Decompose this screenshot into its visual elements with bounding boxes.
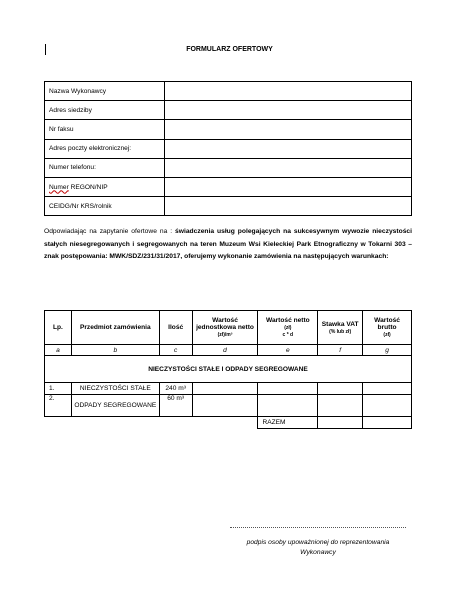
header-net-value-unit: (zł) — [284, 325, 292, 331]
signature-caption — [230, 538, 406, 558]
regon-label-rest: REGON/NIP — [68, 183, 108, 191]
contractor-field-value[interactable] — [165, 197, 412, 216]
contractor-field-label: Adres poczty elektronicznej: — [45, 139, 165, 158]
contractor-field-value[interactable] — [165, 158, 412, 177]
row-item: NIECZYSTOŚCI STAŁE — [71, 383, 159, 395]
row-unit-value[interactable] — [192, 395, 258, 417]
column-letter: a — [45, 345, 72, 356]
header-unit-value — [192, 311, 258, 345]
signature-line-2: Wykonawcy — [300, 549, 336, 556]
row-unit-value[interactable] — [192, 383, 258, 395]
header-qty: Ilość — [159, 311, 192, 345]
intro-plain-text: Odpowiadając na zapytanie ofertowe na : — [44, 228, 176, 235]
document-title: FORMULARZ OFERTOWY — [186, 46, 273, 53]
contractor-field-label: Nr faksu — [45, 120, 165, 139]
column-letter: f — [318, 345, 363, 356]
header-net-value-label: Wartość netto — [265, 317, 310, 324]
section-title: NIECZYSTOŚCI STAŁE I ODPADY SEGREGOWANE — [45, 356, 412, 383]
contractor-row — [45, 101, 412, 120]
total-vat-cell[interactable] — [318, 417, 363, 429]
header-unit-value-label: Wartość jednostkowa netto — [196, 317, 254, 331]
signature-line-1: podpis osoby upoważnionej do reprezentowania — [246, 539, 390, 546]
column-letter-row — [45, 345, 412, 356]
contractor-row — [45, 120, 412, 139]
header-unit-value-sub: (zł)/m³ — [217, 332, 233, 338]
contractor-field-value[interactable] — [165, 101, 412, 120]
contractor-field-label: CEIDG/Nr KRS/rolnik — [45, 197, 165, 216]
column-letter: b — [71, 345, 159, 356]
contractor-field-label: Nazwa Wykonawcy — [45, 82, 165, 101]
intro-bold-text: świadczenia usług polegających na sukcesywnym wywozie nieczystości stałych niesegregowanych i segregowanych na teren Muzeum Wsi Kieleckiej Park Etnograficzny w Tokarni 303 – znak postępowania: MWK/SDZ/231/31/2017, oferujemy wykonanie zamówienia na następujących warunkach: — [44, 228, 412, 260]
header-lp: Lp. — [45, 311, 72, 345]
row-qty: 60 m³ — [159, 395, 192, 417]
total-label: RAZEM — [258, 417, 318, 429]
header-vat-label: Stawka VAT — [321, 320, 359, 328]
price-table-header — [45, 311, 412, 345]
row-net-value[interactable] — [258, 395, 318, 417]
contractor-row — [45, 82, 412, 101]
row-lp: 2. — [45, 395, 72, 417]
contractor-field-value[interactable] — [165, 139, 412, 158]
header-vat-sub: (% lub zł) — [329, 328, 352, 335]
contractor-row — [45, 139, 412, 158]
column-letter: g — [363, 345, 412, 356]
row-item: ODPADY SEGREGOWANE — [71, 395, 159, 417]
header-gross-sub: (zł) — [383, 332, 391, 338]
header-item: Przedmiot zamówienia — [71, 311, 159, 345]
row-gross[interactable] — [363, 383, 412, 395]
contractor-row — [45, 158, 412, 177]
contractor-info-table — [44, 81, 412, 216]
total-gross-cell[interactable] — [363, 417, 412, 429]
header-vat — [318, 311, 363, 345]
contractor-field-value[interactable] — [165, 120, 412, 139]
contractor-field-value[interactable] — [165, 177, 412, 196]
row-lp: 1. — [45, 383, 72, 395]
contractor-field-label: Adres siedziby — [45, 101, 165, 120]
header-gross-label: Wartość brutto — [374, 317, 400, 331]
contractor-field-label — [45, 177, 165, 196]
row-net-value[interactable] — [258, 383, 318, 395]
column-letter: e — [258, 345, 318, 356]
column-letter: c — [159, 345, 192, 356]
header-net-value — [258, 311, 318, 345]
contractor-field-label: Numer telefonu: — [45, 158, 165, 177]
table-row — [45, 383, 412, 395]
contractor-row — [45, 177, 412, 196]
total-row — [45, 417, 412, 429]
row-vat[interactable] — [318, 383, 363, 395]
row-gross[interactable] — [363, 395, 412, 417]
header-gross — [363, 311, 412, 345]
row-vat[interactable] — [318, 395, 363, 417]
header-net-value-formula: c * d — [282, 332, 294, 338]
intro-paragraph — [44, 226, 412, 264]
price-table — [44, 310, 412, 429]
row-qty: 240 m³ — [159, 383, 192, 395]
column-letter: d — [192, 345, 258, 356]
signature-line — [230, 527, 406, 528]
spellcheck-marked-word: Numer — [49, 183, 69, 191]
section-title-row — [45, 356, 412, 383]
contractor-row — [45, 197, 412, 216]
contractor-field-value[interactable] — [165, 82, 412, 101]
table-row — [45, 395, 412, 417]
